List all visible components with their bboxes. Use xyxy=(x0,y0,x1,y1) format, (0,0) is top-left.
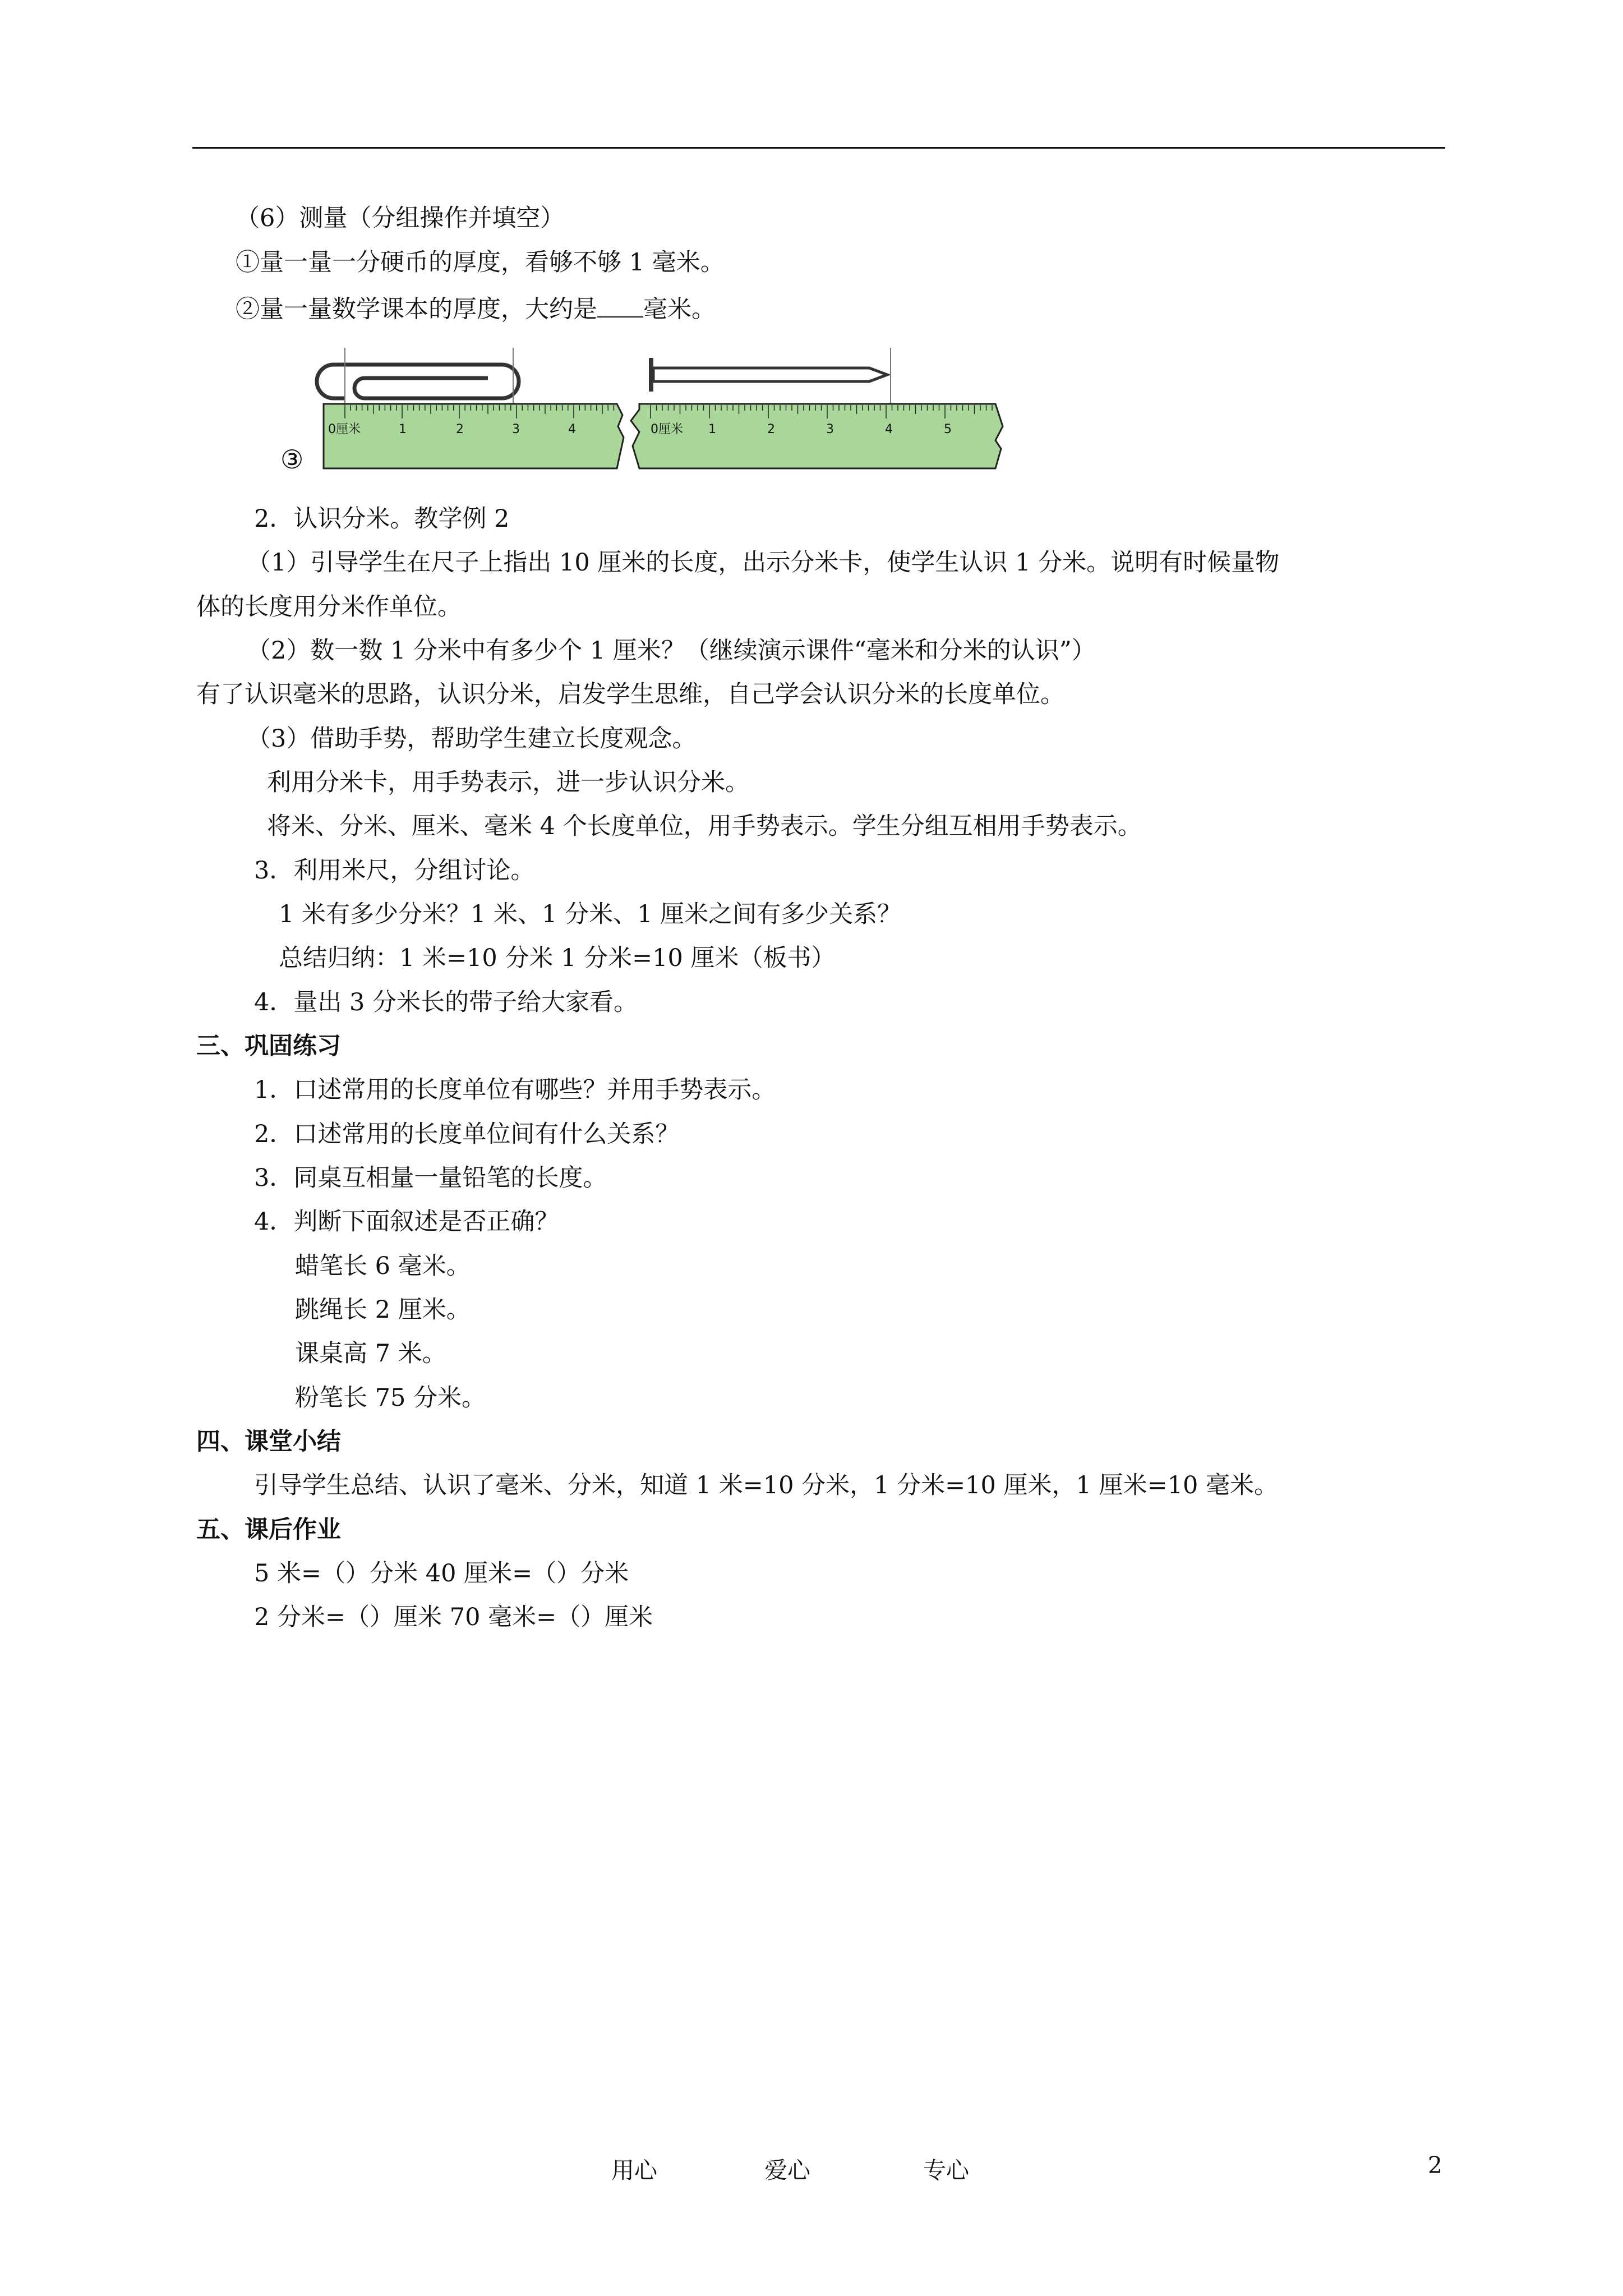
text-line: （1）引导学生在尺子上指出 10 厘米的长度，出示分米卡，使学生认识 1 分米。说明有时候量物 xyxy=(247,549,1280,577)
text-segment: ②量一量数学课本的厚度，大约是 xyxy=(236,295,597,324)
footer-word: 用心 xyxy=(611,2157,657,2184)
text-segment: 毫米。 xyxy=(643,295,716,324)
figure-marker: ③ xyxy=(280,444,304,475)
text-line: 2．口述常用的长度单位间有什么关系？ xyxy=(254,1120,680,1148)
text-line: 1 米有多少分米？1 米、1 分米、1 厘米之间有多少关系？ xyxy=(279,900,902,928)
text-line: 4．量出 3 分米长的带子给大家看。 xyxy=(254,988,638,1016)
footer-word: 爱心 xyxy=(764,2157,810,2184)
ruler-unit-label: 0厘米 xyxy=(328,422,361,436)
page-number: 2 xyxy=(1428,2152,1443,2179)
fill-blank xyxy=(597,295,643,318)
text-line: 3．同桌互相量一量铅笔的长度。 xyxy=(254,1164,607,1192)
ruler-tick-label: 3 xyxy=(512,422,520,436)
ruler-tick-label: 5 xyxy=(944,422,952,436)
text-line: 2．认识分米。教学例 2 xyxy=(254,505,510,533)
text-line: 4．判断下面叙述是否正确？ xyxy=(254,1208,559,1236)
ruler-tick-label: 4 xyxy=(568,422,576,436)
header-rule xyxy=(192,147,1445,149)
text-line: ①量一量一分硬币的厚度，看够不够 1 毫米。 xyxy=(236,249,725,277)
section-heading: 三、巩固练习 xyxy=(196,1032,341,1060)
text-line: 引导学生总结、认识了毫米、分米，知道 1 米=10 分米，1 分米=10 厘米，1 厘米=10 毫米。 xyxy=(254,1471,1278,1499)
ruler-tick-label: 3 xyxy=(826,422,834,436)
text-line: 粉笔长 75 分米。 xyxy=(295,1384,486,1412)
text-line: 3．利用米尺，分组讨论。 xyxy=(254,857,535,885)
ruler-right xyxy=(631,404,1003,468)
nail-icon xyxy=(649,358,887,392)
ruler-unit-label: 0厘米 xyxy=(651,422,683,436)
text-line: 跳绳长 2 厘米。 xyxy=(295,1296,471,1324)
text-line: 2 分米=（）厘米 70 毫米=（）厘米 xyxy=(254,1603,653,1631)
text-line: 将米、分米、厘米、毫米 4 个长度单位，用手势表示。学生分组互相用手势表示。 xyxy=(267,812,1142,840)
text-line: 利用分米卡，用手势表示，进一步认识分米。 xyxy=(267,769,749,797)
text-line: 5 米=（）分米 40 厘米=（）分米 xyxy=(254,1559,629,1588)
text-line: （3）借助手势，帮助学生建立长度观念。 xyxy=(247,725,697,753)
section-heading: 四、课堂小结 xyxy=(196,1428,341,1456)
ruler-tick-label: 1 xyxy=(399,422,407,436)
text-line: 总结归纳：1 米=10 分米 1 分米=10 厘米（板书） xyxy=(279,944,836,972)
ruler-tick-label: 1 xyxy=(708,422,716,436)
text-line: 1．口述常用的长度单位有哪些？并用手势表示。 xyxy=(254,1076,776,1104)
text-line: 课桌高 7 米。 xyxy=(295,1340,446,1368)
ruler-left xyxy=(324,404,624,468)
text-line: 蜡笔长 6 毫米。 xyxy=(295,1252,471,1280)
ruler-tick-label: 2 xyxy=(456,422,464,436)
section-heading: 五、课后作业 xyxy=(196,1516,341,1544)
measurement-figure xyxy=(280,337,1009,482)
text-line: 体的长度用分米作单位。 xyxy=(196,593,462,621)
ruler-tick-label: 2 xyxy=(767,422,775,436)
text-line xyxy=(236,295,716,322)
text-line: （6）测量（分组操作并填空） xyxy=(236,204,565,232)
footer-word: 专心 xyxy=(923,2157,969,2184)
paperclip-icon xyxy=(317,365,519,398)
text-line: 有了认识毫米的思路，认识分米，启发学生思维，自己学会认识分米的长度单位。 xyxy=(196,680,1064,708)
text-line: （2）数一数 1 分米中有多少个 1 厘米？（继续演示课件“毫米和分米的认识”） xyxy=(247,637,1096,665)
ruler-tick-label: 4 xyxy=(885,422,893,436)
